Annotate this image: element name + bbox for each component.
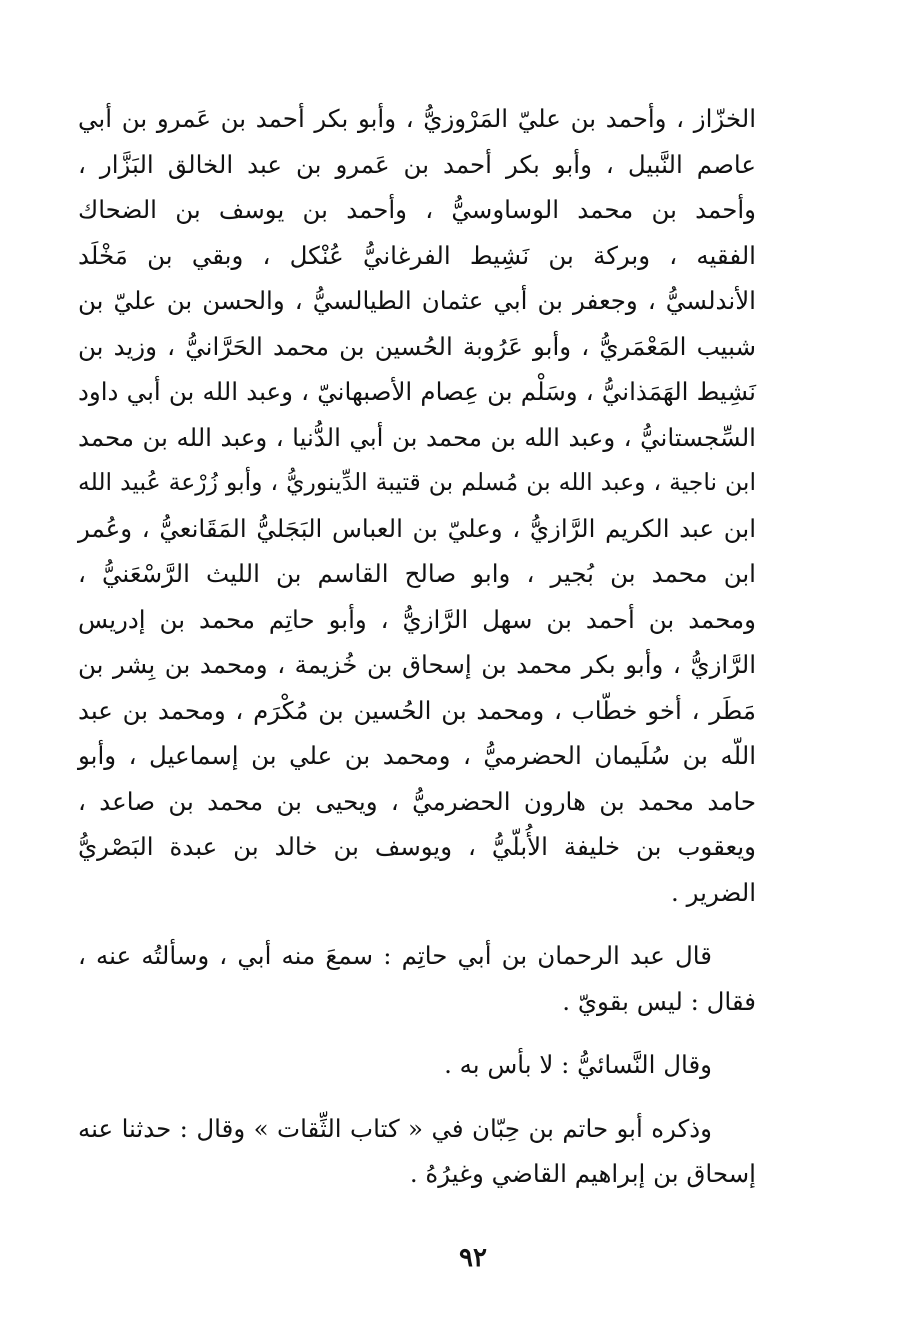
paragraph [78,1042,756,1088]
text-line: وقال النَّسائيُّ : لا بأس به . [444,1050,712,1079]
text-line: الفقيه ، وبركة بن نَشِيط الفرغانيُّ عُنْكل ، وبقي بن مَخْلَد [78,240,756,270]
paragraph [78,96,756,915]
text-line: ابن محمد بن بُجير ، وابو صالح القاسم بن الليث الرَّسْعَنيُّ ، [78,559,756,588]
text-line: ابن عبد الكريم الرَّازيُّ ، وعليّ بن العباس البَجَليُّ المَقَانعيُّ ، وعُمر [78,513,756,543]
paragraph-spacer [78,915,756,933]
page-number: ٩٢ [459,1243,487,1273]
text-line: الخزّاز ، وأحمد بن عليّ المَرْوزيُّ ، وأبو بكر أحمد بن عَمرو بن أبي [78,104,756,133]
text-line: الرَّازيُّ ، وأبو بكر محمد بن إسحاق بن خُزيمة ، ومحمد بن بِشر بن [78,650,756,679]
text-line: الضرير . [671,877,756,907]
text-line: مَطَر ، أخو خطّاب ، ومحمد بن الحُسين بن مُكْرَم ، ومحمد بن عبد [78,695,756,725]
body-text [78,96,756,1197]
text-line: وأحمد بن محمد الوساوسيُّ ، وأحمد بن يوسف بن الضحاك [78,195,756,224]
text-line: عاصم النَّبيل ، وأبو بكر أحمد بن عَمرو بن عبد الخالق البَزَّار ، [78,149,756,179]
text-line: ويعقوب بن خليفة الأُبلّيُّ ، ويوسف بن خالد بن عبدة البَصْريُّ [78,832,756,861]
paragraph-spacer [78,1088,756,1106]
text-line: حامد محمد بن هارون الحضرميُّ ، ويحيى بن محمد بن صاعد ، [78,786,756,816]
paragraph-spacer [78,1024,756,1042]
text-line: اللّه بن سُلَيمان الحضرميُّ ، ومحمد بن علي بن إسماعيل ، وأبو [78,741,756,770]
paragraph [78,933,756,1024]
text-line: إسحاق بن إبراهيم القاضي وغيرُهُ . [409,1159,756,1188]
text-line: شبيب المَعْمَريُّ ، وأبو عَرُوبة الحُسين بن محمد الحَرَّانيُّ ، وزيد بن [78,331,756,361]
paragraph [78,1106,756,1197]
text-line: قال عبد الرحمان بن أبي حاتِم : سمعَ منه أبي ، وسألتُه عنه ، [78,941,712,970]
text-line: السِّجستانيُّ ، وعبد الله بن محمد بن أبي الدُّنيا ، وعبد الله بن محمد [78,422,756,452]
text-line: ابن ناجية ، وعبد الله بن مُسلم بن قتيبة الدِّينوريُّ ، وأبو زُرْعة عُبيد الله [78,468,756,496]
text-line: وذكره أبو حاتم بن حِبّان في « كتاب الثِّقات » وقال : حدثنا عنه [78,1113,712,1143]
text-line: فقال : ليس بقويّ . [562,986,756,1016]
text-line: ومحمد بن أحمد بن سهل الرَّازيُّ ، وأبو حاتِم محمد بن إدريس [78,604,756,634]
text-line: الأندلسيُّ ، وجعفر بن أبي عثمان الطيالسيُّ ، والحسن بن عليّ بن [78,286,756,315]
text-line: نَشِيط الهَمَذانيُّ ، وسَلْم بن عِصام الأصبهانيّ ، وعبد الله بن أبي داود [78,377,756,406]
